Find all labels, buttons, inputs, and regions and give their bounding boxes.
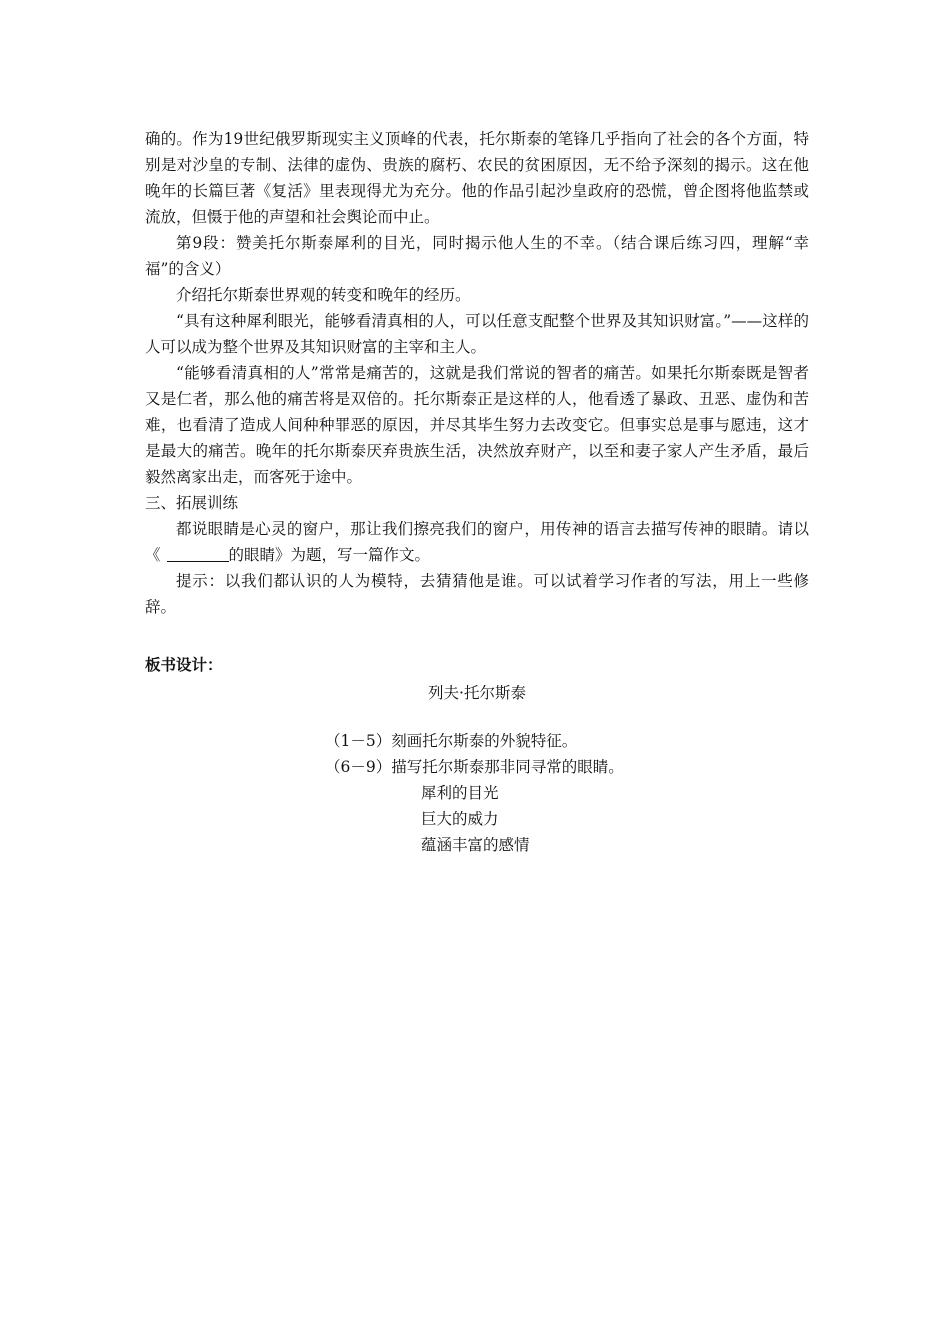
board-title: 列夫·托尔斯泰: [428, 684, 526, 702]
paragraph-continued: 确的。作为19世纪俄罗斯现实主义顶峰的代表，托尔斯泰的笔锋几乎指向了社会的各个方面，特别是对沙皇的专制、法律的虚伪、贵族的腐朽、农民的贫困原因，无不给予深刻的揭示。这在他晚年的长篇巨著《复活》里表现得尤为充分。他的作品引起沙皇政府的恐慌，曾企图将他监禁或流放，但慑于他的声望和社会舆论而中止。: [145, 130, 809, 226]
board-outline: [325, 728, 809, 780]
board-sub-points: [421, 780, 809, 858]
writing-task-text: 都说眼睛是心灵的窗户，那让我们擦亮我们的窗户，用传神的语言去描写传神的眼睛。请以《: [145, 520, 809, 564]
sub-point: 巨大的威力: [421, 810, 499, 828]
sub-point: 犀利的目光: [421, 784, 499, 802]
paragraph-intro: 介绍托尔斯泰世界观的转变和晚年的经历。: [176, 286, 471, 304]
document-page: [145, 126, 809, 858]
board-design-heading: 板书设计：: [145, 655, 223, 674]
title-blank: [167, 547, 229, 562]
paragraph-analysis: “能够看清真相的人”常常是痛苦的，这就是我们常说的智者的痛苦。如果托尔斯泰既是智者又是仁者，那么他的痛苦将是双倍的。托尔斯泰正是这样的人，他看透了暴政、丑恶、虚伪和苦难，也看清了造成人间种种罪恶的原因，并尽其毕生努力去改变它。但事实总是事与愿违，这才是最大的痛苦。晚年的托尔斯泰厌弃贵族生活，决然放弃财产，以至和妻子家人产生矛盾，最后毅然离家出走，而客死于途中。: [145, 364, 809, 486]
sub-point: 蕴涵丰富的感情: [421, 836, 530, 854]
paragraph-section-9: 第9段：赞美托尔斯泰犀利的目光，同时揭示他人生的不幸。（结合课后练习四，理解“幸福”的含义）: [145, 234, 809, 278]
paragraph-writing-task: [145, 516, 809, 568]
outline-item: （1－5）刻画托尔斯泰的外貌特征。: [325, 732, 578, 750]
paragraph-hint: 提示：以我们都认识的人为模特，去猜猜他是谁。可以试着学习作者的写法，用上一些修辞。: [145, 572, 809, 616]
outline-item: （6－9）描写托尔斯泰那非同寻常的眼睛。: [325, 758, 624, 776]
paragraph-quote: “具有这种犀利眼光，能够看清真相的人，可以任意支配整个世界及其知识财富。”——这样的人可以成为整个世界及其知识财富的主宰和主人。: [145, 312, 809, 356]
writing-task-text-end: 的眼睛》为题，写一篇作文。: [228, 546, 431, 564]
section-heading-extension: 三、拓展训练: [145, 494, 239, 512]
